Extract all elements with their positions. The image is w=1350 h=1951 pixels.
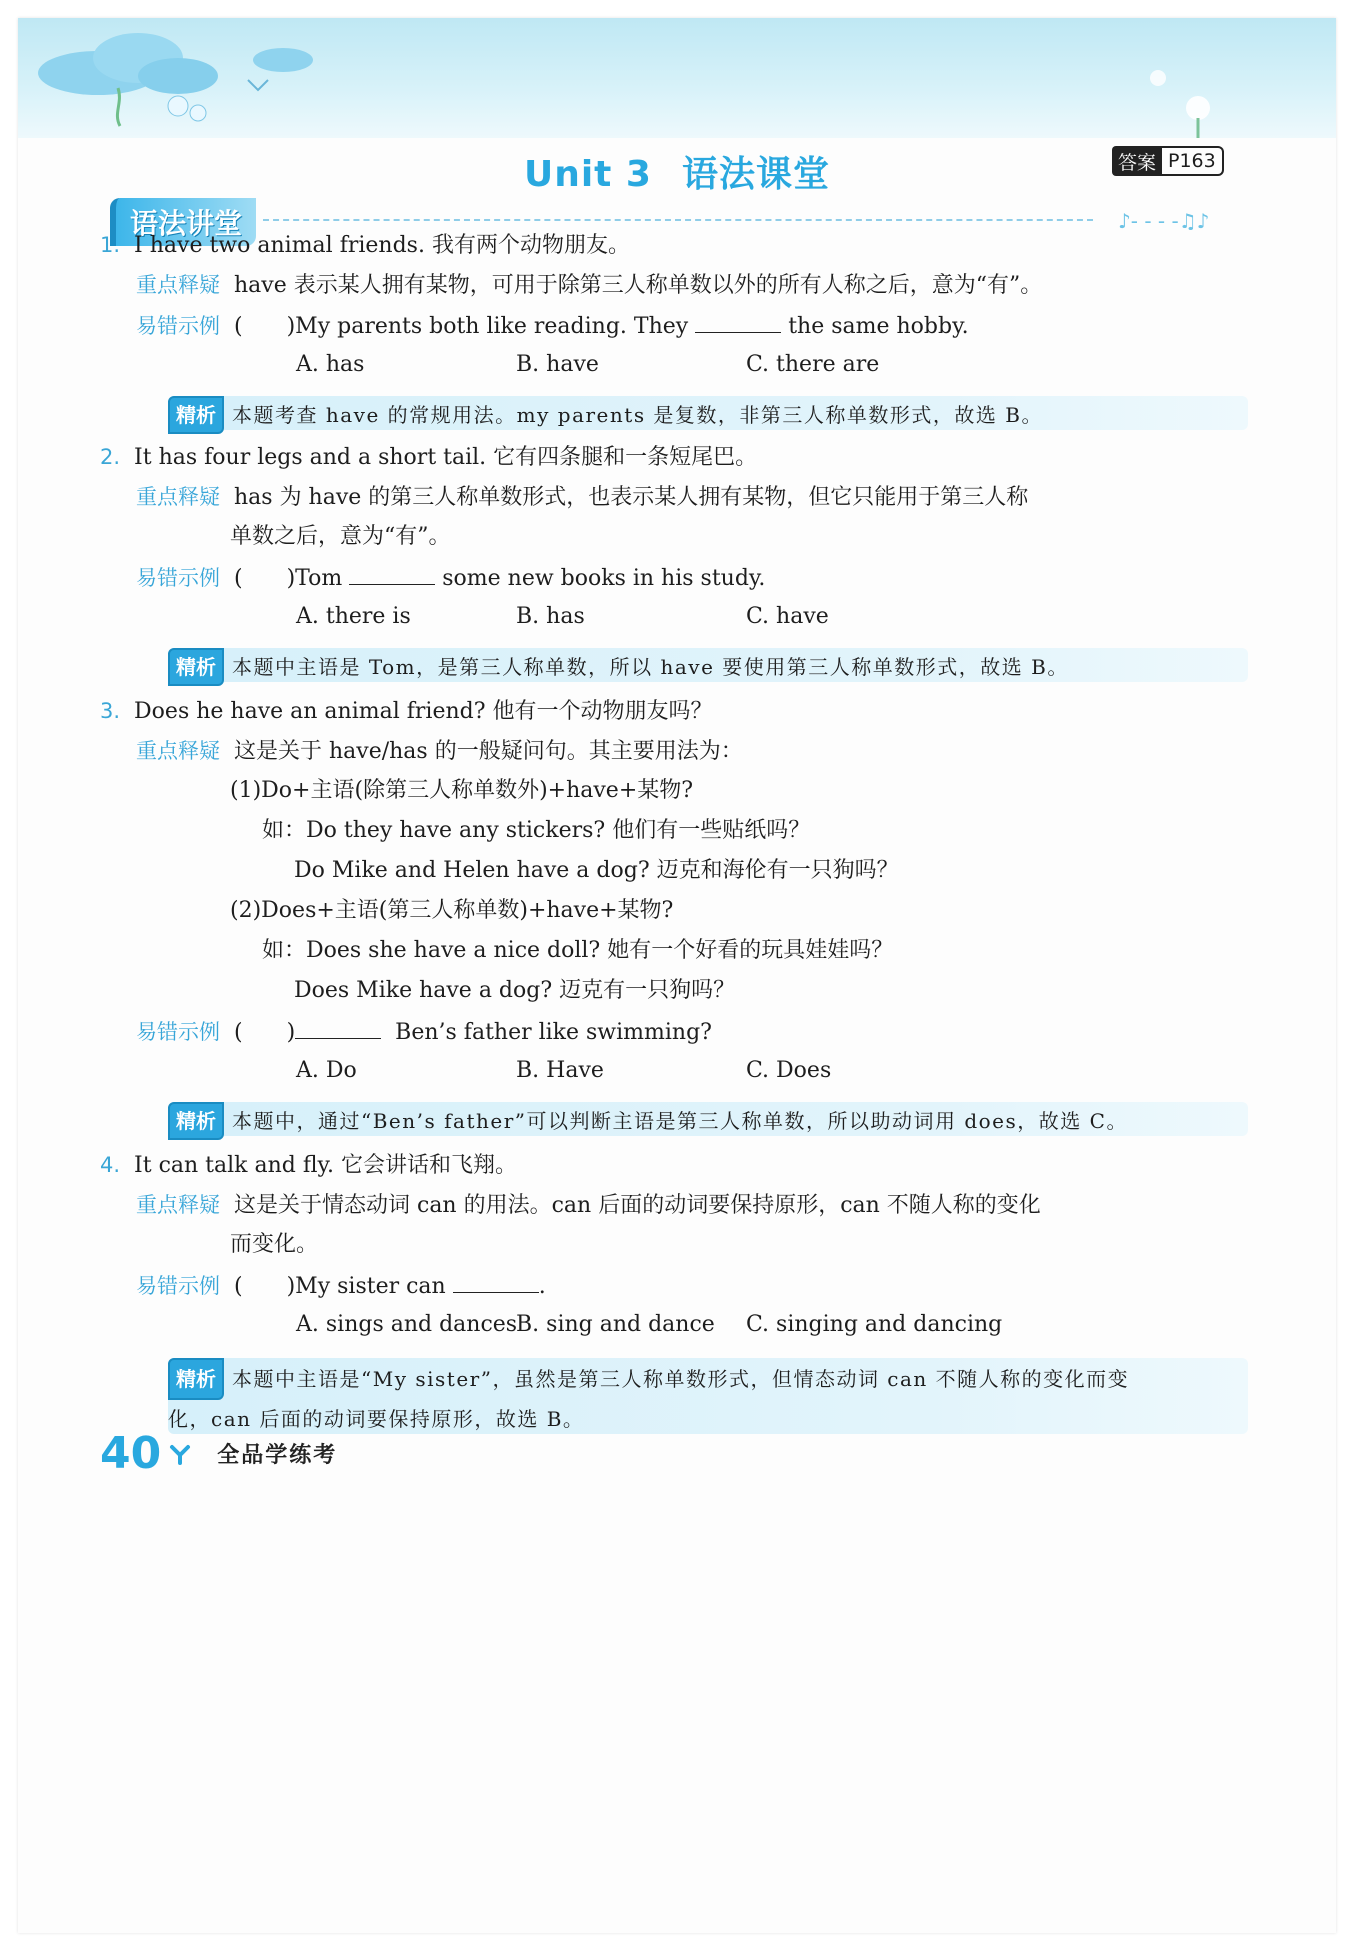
- item-3-analysis: 精析 本题中，通过“Ben’s father”可以判断主语是第三人称单数，所以助动词用 does，故选 C。: [168, 1102, 1248, 1136]
- header-banner: [18, 18, 1336, 138]
- item-2-question: 易错示例 ( )Tom some new books in his study.: [136, 562, 765, 594]
- error-tag: 易错示例: [136, 1274, 220, 1298]
- item-3-key: 重点释疑 这是关于 have/has 的一般疑问句。其主要用法为：: [136, 739, 743, 764]
- flower-illustration: [1138, 48, 1318, 138]
- usage-1-example-2: Do Mike and Helen have a dog? 迈克和海伦有一只狗吗？: [294, 858, 899, 883]
- usage-1: (1)Do+主语(除第三人称单数外)+have+某物?: [230, 778, 694, 803]
- error-tag: 易错示例: [136, 1020, 220, 1044]
- key-tag: 重点释疑: [136, 1193, 220, 1217]
- option-a[interactable]: A. sings and dances: [296, 1312, 518, 1337]
- answer-blank[interactable]: [453, 1270, 539, 1293]
- page-title: Unit 3 语法课堂: [523, 154, 830, 195]
- item-4-key-cont: 而变化。: [230, 1232, 319, 1257]
- usage-2-example-1: 如：Does she have a nice doll? 她有一个好看的玩具娃娃吗？: [262, 938, 894, 963]
- option-b[interactable]: B. has: [516, 604, 585, 629]
- item-4-sentence: 4. It can talk and fly. 它会讲话和飞翔。: [100, 1153, 518, 1178]
- analysis-badge: 精析: [168, 396, 224, 434]
- analysis-badge: 精析: [168, 1102, 224, 1140]
- item-1-question: 易错示例 ( )My parents both like reading. They the same hobby.: [136, 310, 969, 342]
- option-a[interactable]: A. there is: [296, 604, 411, 629]
- answer-blank[interactable]: [295, 1016, 381, 1039]
- svg-text:♪- - - -♫♪: ♪- - - -♫♪: [1118, 209, 1210, 233]
- item-4-key: 重点释疑 这是关于情态动词 can 的用法。can 后面的动词要保持原形，can 不随人称的变化: [136, 1193, 1041, 1218]
- usage-2-example-2: Does Mike have a dog? 迈克有一只狗吗？: [294, 978, 736, 1003]
- item-4-analysis: 精析 本题中主语是“My sister”，虽然是第三人称单数形式，但情态动词 can 不随人称的变化而变 化，can 后面的动词要保持原形，故选 B。: [168, 1358, 1248, 1434]
- brand-name: 全品学练考: [217, 1443, 338, 1468]
- key-tag: 重点释疑: [136, 739, 220, 763]
- item-1-key: 重点释疑 have 表示某人拥有某物，可用于除第三人称单数以外的所有人称之后，意为“有”。: [136, 273, 1043, 298]
- leaf-icon: [169, 1443, 191, 1465]
- option-a[interactable]: A. has: [296, 352, 365, 377]
- section-label: 语法讲堂: [110, 198, 256, 246]
- item-3-sentence: 3. Does he have an animal friend? 他有一个动物朋友吗？: [100, 699, 713, 724]
- answer-label: 答案: [1112, 146, 1162, 176]
- option-c[interactable]: C. have: [746, 604, 829, 629]
- item-2-key: 重点释疑 has 为 have 的第三人称单数形式，也表示某人拥有某物，但它只能用于第三人称: [136, 485, 1029, 510]
- usage-1-example-1: 如：Do they have any stickers? 他们有一些贴纸吗？: [262, 818, 811, 843]
- analysis-cont: 化，can 后面的动词要保持原形，故选 B。: [168, 1407, 585, 1431]
- item-2-analysis: 精析 本题中主语是 Tom，是第三人称单数，所以 have 要使用第三人称单数形式，故选 B。: [168, 648, 1248, 682]
- section-divider: [263, 219, 1093, 221]
- workbook-page: [18, 18, 1336, 1933]
- cloud-illustration: [28, 18, 328, 128]
- item-1-sentence: 1. I have two animal friends. 我有两个动物朋友。: [100, 233, 630, 258]
- option-c[interactable]: C. there are: [746, 352, 880, 377]
- music-note-icon: [1118, 206, 1228, 236]
- usage-2: (2)Does+主语(第三人称单数)+have+某物?: [230, 898, 674, 923]
- option-c[interactable]: C. singing and dancing: [746, 1312, 1003, 1337]
- key-tag: 重点释疑: [136, 485, 220, 509]
- page-footer: [100, 1428, 337, 1479]
- analysis-badge: 精析: [168, 1358, 224, 1400]
- analysis-badge: 精析: [168, 648, 224, 686]
- answer-blank[interactable]: [349, 562, 435, 585]
- item-4-question: 易错示例 ( )My sister can .: [136, 1270, 546, 1302]
- option-b[interactable]: B. have: [516, 352, 599, 377]
- item-1-analysis: 精析 本题考查 have 的常规用法。my parents 是复数，非第三人称单数形式，故选 B。: [168, 396, 1248, 430]
- answer-page: P163: [1162, 146, 1224, 176]
- error-tag: 易错示例: [136, 566, 220, 590]
- page-number: 40: [100, 1428, 162, 1479]
- option-c[interactable]: C. Does: [746, 1058, 832, 1083]
- answer-reference: [1112, 146, 1224, 176]
- answer-blank[interactable]: [695, 310, 781, 333]
- option-b[interactable]: B. Have: [516, 1058, 604, 1083]
- error-tag: 易错示例: [136, 314, 220, 338]
- item-3-question: 易错示例 ( ) Ben’s father like swimming?: [136, 1016, 712, 1048]
- item-2-key-cont: 单数之后，意为“有”。: [230, 524, 451, 549]
- key-tag: 重点释疑: [136, 273, 220, 297]
- option-b[interactable]: B. sing and dance: [516, 1312, 715, 1337]
- option-a[interactable]: A. Do: [296, 1058, 357, 1083]
- item-2-sentence: 2. It has four legs and a short tail. 它有四条腿和一条短尾巴。: [100, 445, 758, 470]
